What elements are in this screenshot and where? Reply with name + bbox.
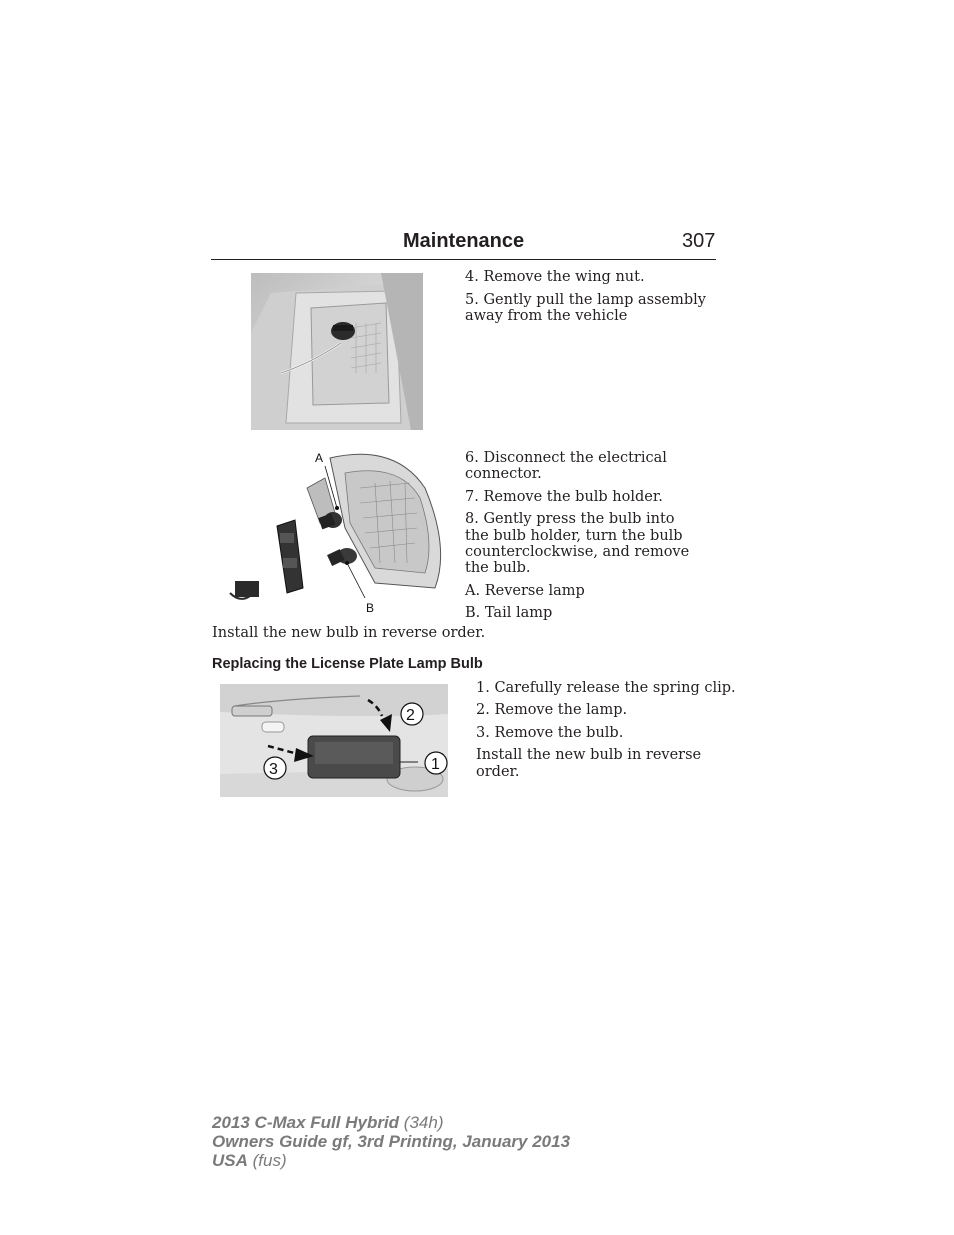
step-text: 6. Disconnect the electrical (465, 450, 667, 466)
step-text: Install the new bulb in reverse (476, 747, 702, 763)
footer-line-1 (212, 1113, 443, 1132)
step-text: 2. Remove the lamp. (476, 702, 628, 718)
footer-model-code: (34h) (403, 1113, 444, 1132)
step-text: 3. Remove the bulb. (476, 725, 624, 741)
step-text: 8. Gently press the bulb into (465, 511, 675, 527)
step-text: 5. Gently pull the lamp assembly (465, 292, 706, 308)
step-text: order. (476, 764, 520, 780)
license-plate-lamp-figure (220, 684, 448, 797)
footer-market: USA (212, 1151, 248, 1170)
figure-label-b: B (366, 601, 375, 615)
wing-nut-figure (251, 273, 423, 430)
figure-label-a: A (315, 451, 324, 465)
figure-label-2: 2 (406, 707, 415, 724)
legend-text: B. Tail lamp (465, 605, 553, 621)
step-text: 4. Remove the wing nut. (465, 269, 645, 285)
footer-model: 2013 C-Max Full Hybrid (212, 1113, 400, 1132)
install-note: Install the new bulb in reverse order. (212, 625, 486, 641)
footer-market-code: (fus) (252, 1151, 287, 1170)
footer-line-2 (212, 1132, 570, 1151)
step-text: 7. Remove the bulb holder. (465, 489, 663, 505)
header-divider (211, 259, 716, 260)
page-number: 307 (682, 230, 716, 252)
page-section-title: Maintenance (403, 230, 525, 252)
step-text: connector. (465, 466, 542, 482)
footer-line-3 (212, 1151, 287, 1170)
legend-text: A. Reverse lamp (465, 583, 585, 599)
footer-guide: Owners Guide gf, 3rd Printing, January 2013 (212, 1132, 571, 1151)
step-text: counterclockwise, and remove (465, 544, 690, 560)
figure-label-1: 1 (431, 756, 440, 773)
step-text: away from the vehicle (465, 308, 628, 324)
step-text: 1. Carefully release the spring clip. (476, 680, 736, 696)
section-heading: Replacing the License Plate Lamp Bulb (212, 656, 483, 672)
step-text: the bulb holder, turn the bulb (465, 528, 683, 544)
figure-label-3: 3 (269, 761, 278, 778)
tail-lamp-figure (225, 448, 450, 618)
step-text: the bulb. (465, 560, 531, 576)
